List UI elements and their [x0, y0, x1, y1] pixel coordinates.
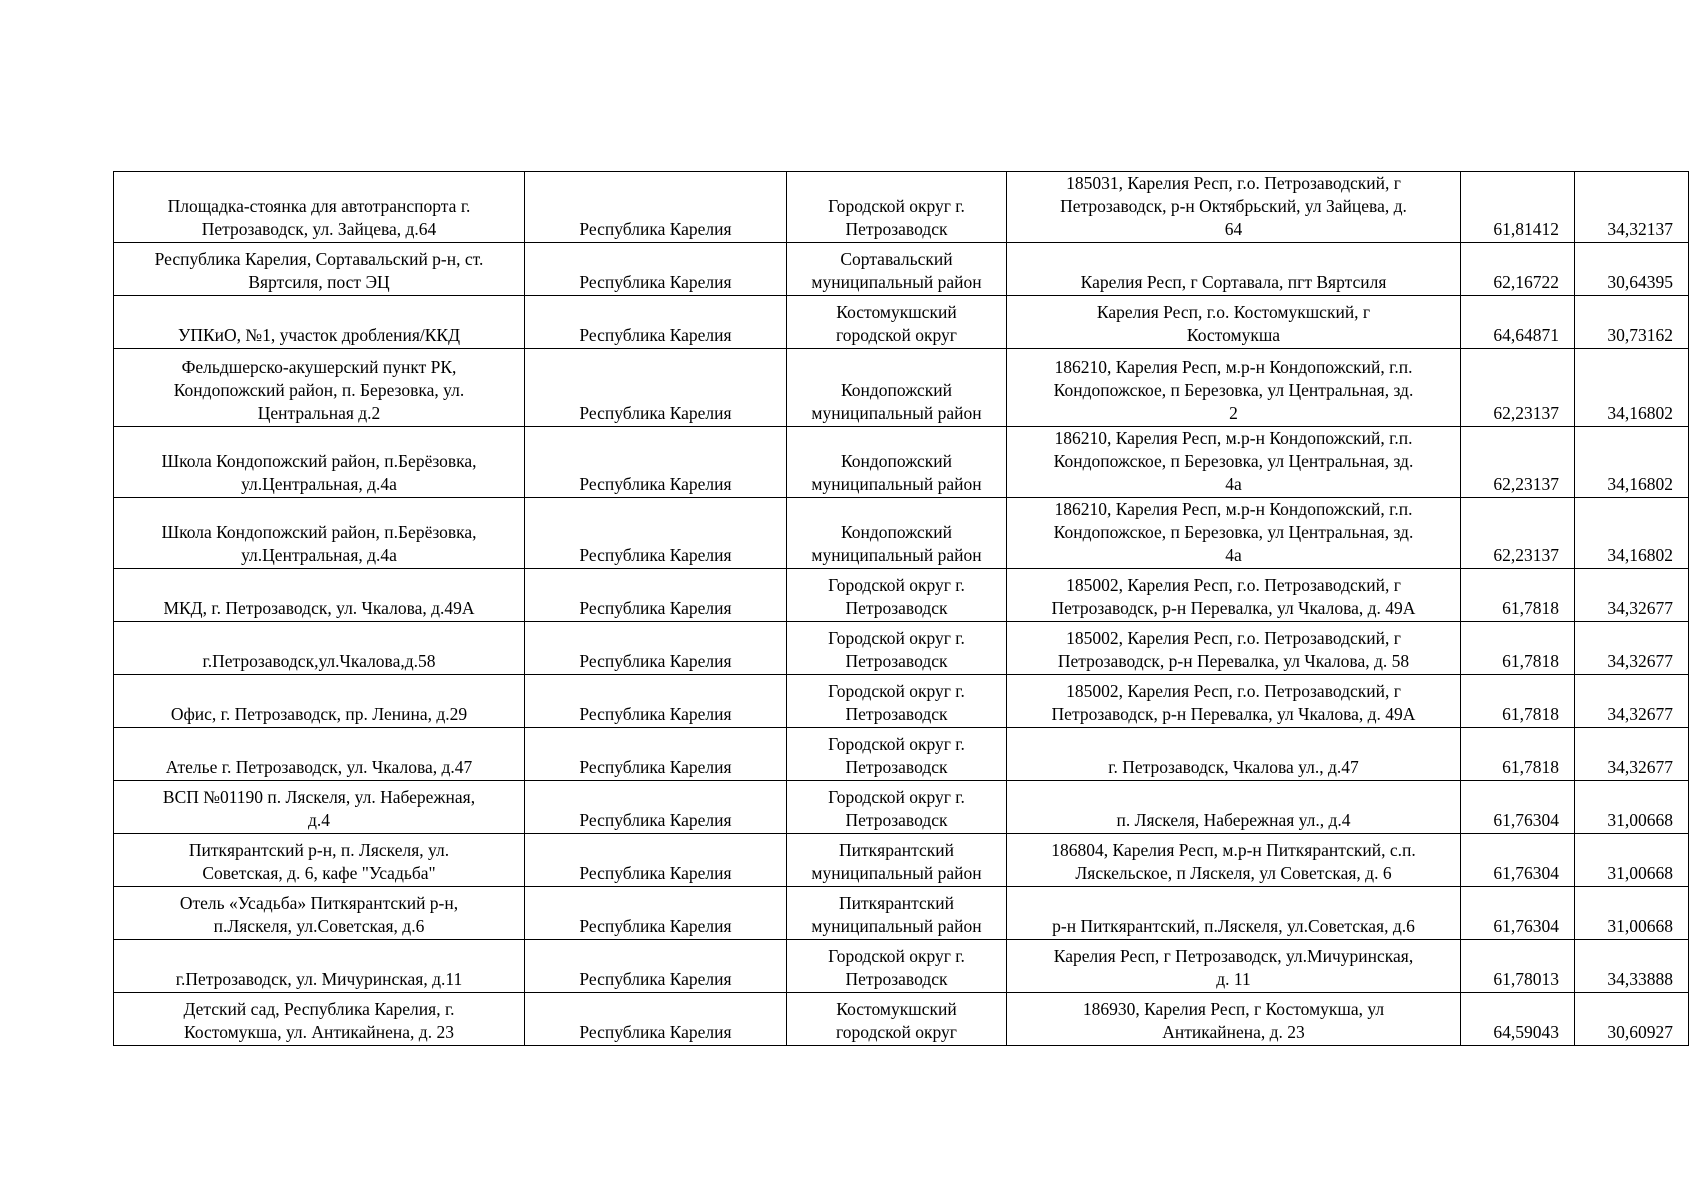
cell-line: Костомукшский: [836, 999, 957, 1019]
cell-line: Петрозаводск: [845, 704, 948, 724]
cell-latitude: 61,7818: [1461, 569, 1575, 622]
cell-line: Городской округ г.: [828, 196, 965, 216]
cell-line: 186804, Карелия Респ, м.р-н Питкярантский, с.п.: [1051, 840, 1416, 860]
cell-line: Республика Карелия: [579, 474, 732, 494]
cell-region: [525, 940, 787, 993]
cell-line: 186210, Карелия Респ, м.р-н Кондопожский, г.п.: [1054, 499, 1413, 519]
cell-line: Офис, г. Петрозаводск, пр. Ленина, д.29: [170, 704, 468, 724]
cell-district: [787, 940, 1007, 993]
cell-line: ВСП №01190 п. Ляскеля, ул. Набережная,: [162, 787, 476, 807]
cell-line: 2: [1229, 403, 1238, 423]
cell-line: Петрозаводск, р-н Перевалка, ул Чкалова, д. 49А: [1051, 598, 1416, 618]
cell-line: 185031, Карелия Респ, г.о. Петрозаводский, г: [1066, 173, 1401, 193]
cell-line: 4а: [1225, 545, 1242, 565]
cell-line: Кондопожское, п Березовка, ул Центральная, зд.: [1053, 380, 1414, 400]
cell-longitude: 34,33888: [1575, 940, 1689, 993]
cell-district: [787, 427, 1007, 498]
cell-line: Площадка-стоянка для автотранспорта г.: [167, 196, 471, 216]
cell-district: [787, 728, 1007, 781]
cell-line: Республика Карелия, Сортавальский р-н, ст.: [154, 249, 484, 269]
cell-line: р-н Питкярантский, п.Ляскеля, ул.Советская, д.6: [1052, 916, 1415, 936]
cell-line: Костомукша, ул. Антикайнена, д. 23: [184, 1022, 454, 1042]
table-row: [114, 993, 1689, 1046]
cell-district: [787, 349, 1007, 427]
cell-address: [1007, 993, 1461, 1046]
cell-line: УПКиО, №1, участок дробления/ККД: [177, 325, 461, 345]
cell-line: 186210, Карелия Респ, м.р-н Кондопожский, г.п.: [1054, 428, 1413, 448]
cell-address: [1007, 834, 1461, 887]
cell-line: 185002, Карелия Респ, г.о. Петрозаводский, г: [1066, 628, 1401, 648]
cell-district: [787, 622, 1007, 675]
cell-region: [525, 349, 787, 427]
cell-district: [787, 296, 1007, 349]
cell-region: [525, 427, 787, 498]
cell-line: Петрозаводск: [845, 757, 948, 777]
cell-region: [525, 296, 787, 349]
cell-line: 185002, Карелия Респ, г.о. Петрозаводский, г: [1066, 575, 1401, 595]
cell-line: Петрозаводск: [845, 219, 948, 239]
cell-line: Ляскельское, п Ляскеля, ул Советская, д. 6: [1075, 863, 1392, 883]
cell-location-name: [114, 243, 525, 296]
cell-line: Кондопожское, п Березовка, ул Центральная, зд.: [1053, 451, 1414, 471]
cell-district: [787, 781, 1007, 834]
cell-address: [1007, 243, 1461, 296]
cell-location-name: [114, 427, 525, 498]
cell-line: Карелия Респ, г Сортавала, пгт Вяртсиля: [1080, 272, 1387, 292]
cell-line: 186210, Карелия Респ, м.р-н Кондопожский, г.п.: [1054, 357, 1413, 377]
cell-location-name: [114, 781, 525, 834]
cell-line: ул.Центральная, д.4а: [241, 545, 397, 565]
cell-longitude: 34,32677: [1575, 622, 1689, 675]
cell-location-name: [114, 675, 525, 728]
cell-region: [525, 781, 787, 834]
cell-line: Питкярантский: [839, 840, 954, 860]
cell-line: ул.Центральная, д.4а: [241, 474, 397, 494]
cell-line: муниципальный район: [811, 545, 982, 565]
cell-line: 4а: [1225, 474, 1242, 494]
cell-line: Школа Кондопожский район, п.Берёзовка,: [161, 451, 477, 471]
cell-line: п. Ляскеля, Набережная ул., д.4: [1116, 810, 1351, 830]
cell-line: Кондопожский: [840, 380, 953, 400]
cell-location-name: [114, 940, 525, 993]
cell-line: Кондопожское, п Березовка, ул Центральная, зд.: [1053, 522, 1414, 542]
table-row: [114, 243, 1689, 296]
cell-line: Республика Карелия: [579, 757, 732, 777]
table-row: [114, 887, 1689, 940]
cell-location-name: [114, 834, 525, 887]
cell-line: муниципальный район: [811, 863, 982, 883]
cell-latitude: 61,81412: [1461, 172, 1575, 243]
cell-latitude: 61,7818: [1461, 675, 1575, 728]
cell-region: [525, 243, 787, 296]
cell-region: [525, 834, 787, 887]
cell-latitude: 61,78013: [1461, 940, 1575, 993]
cell-line: г.Петрозаводск, ул. Мичуринская, д.11: [175, 969, 463, 989]
cell-line: Карелия Респ, г.о. Костомукшский, г: [1096, 302, 1371, 322]
cell-line: Республика Карелия: [579, 219, 732, 239]
cell-line: Петрозаводск, р-н Октябрьский, ул Зайцева, д.: [1060, 196, 1407, 216]
cell-latitude: 61,7818: [1461, 622, 1575, 675]
table-row: [114, 172, 1689, 243]
cell-line: Республика Карелия: [579, 810, 732, 830]
cell-longitude: 31,00668: [1575, 781, 1689, 834]
cell-latitude: 61,76304: [1461, 887, 1575, 940]
cell-line: Республика Карелия: [579, 272, 732, 292]
cell-region: [525, 622, 787, 675]
cell-latitude: 62,16722: [1461, 243, 1575, 296]
cell-location-name: [114, 728, 525, 781]
cell-line: 64: [1224, 219, 1243, 239]
cell-location-name: [114, 296, 525, 349]
cell-line: Петрозаводск: [845, 969, 948, 989]
cell-line: Республика Карелия: [579, 325, 732, 345]
cell-address: [1007, 675, 1461, 728]
cell-longitude: 31,00668: [1575, 834, 1689, 887]
cell-line: Костомукша: [1186, 325, 1281, 345]
cell-address: [1007, 427, 1461, 498]
cell-address: [1007, 781, 1461, 834]
cell-line: г.Петрозаводск,ул.Чкалова,д.58: [202, 651, 436, 671]
cell-longitude: 30,64395: [1575, 243, 1689, 296]
cell-longitude: 34,16802: [1575, 349, 1689, 427]
cell-latitude: 62,23137: [1461, 498, 1575, 569]
cell-line: Республика Карелия: [579, 403, 732, 423]
table-row: [114, 296, 1689, 349]
cell-location-name: [114, 887, 525, 940]
cell-line: Республика Карелия: [579, 916, 732, 936]
cell-line: Детский сад, Республика Карелия, г.: [183, 999, 455, 1019]
cell-line: п.Ляскеля, ул.Советская, д.6: [213, 916, 425, 936]
cell-district: [787, 993, 1007, 1046]
cell-line: Питкярантский р-н, п. Ляскеля, ул.: [188, 840, 450, 860]
cell-latitude: 64,59043: [1461, 993, 1575, 1046]
table-row: [114, 427, 1689, 498]
cell-longitude: 34,32137: [1575, 172, 1689, 243]
cell-line: МКД, г. Петрозаводск, ул. Чкалова, д.49А: [163, 598, 475, 618]
cell-district: [787, 887, 1007, 940]
cell-line: Петрозаводск: [845, 598, 948, 618]
cell-line: Антикайнена, д. 23: [1162, 1022, 1305, 1042]
cell-latitude: 62,23137: [1461, 349, 1575, 427]
cell-line: г. Петрозаводск, Чкалова ул., д.47: [1108, 757, 1359, 777]
cell-location-name: [114, 349, 525, 427]
cell-line: Городской округ г.: [828, 946, 965, 966]
cell-longitude: 34,32677: [1575, 675, 1689, 728]
cell-location-name: [114, 498, 525, 569]
cell-line: Петрозаводск, р-н Перевалка, ул Чкалова, д. 58: [1057, 651, 1410, 671]
cell-line: Республика Карелия: [579, 1022, 732, 1042]
cell-line: д. 11: [1216, 969, 1251, 989]
cell-latitude: 62,23137: [1461, 427, 1575, 498]
cell-address: [1007, 887, 1461, 940]
cell-address: [1007, 498, 1461, 569]
table-row: [114, 622, 1689, 675]
cell-line: Отель «Усадьба» Питкярантский р-н,: [179, 893, 459, 913]
cell-location-name: [114, 172, 525, 243]
cell-line: Питкярантский: [839, 893, 954, 913]
table-row: [114, 728, 1689, 781]
cell-line: Петрозаводск: [845, 810, 948, 830]
cell-line: городской округ: [836, 1022, 957, 1042]
cell-line: Республика Карелия: [579, 545, 732, 565]
cell-line: Петрозаводск: [845, 651, 948, 671]
cell-address: [1007, 569, 1461, 622]
table-row: [114, 349, 1689, 427]
cell-line: Кондопожский: [840, 522, 953, 542]
cell-district: [787, 569, 1007, 622]
cell-longitude: 31,00668: [1575, 887, 1689, 940]
table-row: [114, 569, 1689, 622]
table-row: [114, 834, 1689, 887]
cell-line: Республика Карелия: [579, 651, 732, 671]
cell-district: [787, 172, 1007, 243]
cell-line: Ателье г. Петрозаводск, ул. Чкалова, д.47: [165, 757, 473, 777]
cell-line: Республика Карелия: [579, 598, 732, 618]
cell-line: Городской округ г.: [828, 681, 965, 701]
cell-region: [525, 728, 787, 781]
cell-longitude: 30,73162: [1575, 296, 1689, 349]
cell-address: [1007, 296, 1461, 349]
cell-location-name: [114, 569, 525, 622]
cell-address: [1007, 172, 1461, 243]
cell-line: Фельдшерско-акушерский пункт РК,: [181, 357, 457, 377]
cell-line: Сортавальский: [840, 249, 953, 269]
cell-line: Городской округ г.: [828, 628, 965, 648]
cell-line: Карелия Респ, г Петрозаводск, ул.Мичуринская,: [1053, 946, 1414, 966]
cell-line: Кондопожский район, п. Березовка, ул.: [173, 380, 465, 400]
cell-address: [1007, 728, 1461, 781]
table-row: [114, 781, 1689, 834]
cell-longitude: 34,16802: [1575, 498, 1689, 569]
cell-longitude: 34,16802: [1575, 427, 1689, 498]
cell-line: Центральная д.2: [257, 403, 381, 423]
cell-line: Вяртсиля, пост ЭЦ: [248, 272, 390, 292]
cell-district: [787, 498, 1007, 569]
cell-line: 186930, Карелия Респ, г Костомукша, ул: [1082, 999, 1385, 1019]
cell-line: Городской округ г.: [828, 734, 965, 754]
cell-latitude: 61,76304: [1461, 781, 1575, 834]
cell-line: муниципальный район: [811, 272, 982, 292]
cell-line: Кондопожский: [840, 451, 953, 471]
cell-district: [787, 243, 1007, 296]
cell-line: Республика Карелия: [579, 863, 732, 883]
table-row: [114, 675, 1689, 728]
cell-region: [525, 887, 787, 940]
cell-address: [1007, 622, 1461, 675]
locations-table: [113, 171, 1689, 1046]
cell-line: Петрозаводск, ул. Зайцева, д.64: [201, 219, 437, 239]
cell-line: муниципальный район: [811, 403, 982, 423]
cell-location-name: [114, 993, 525, 1046]
cell-district: [787, 834, 1007, 887]
cell-region: [525, 498, 787, 569]
table-body: [114, 172, 1689, 1046]
cell-longitude: 30,60927: [1575, 993, 1689, 1046]
cell-longitude: 34,32677: [1575, 569, 1689, 622]
cell-line: Республика Карелия: [579, 969, 732, 989]
cell-region: [525, 172, 787, 243]
cell-line: Республика Карелия: [579, 704, 732, 724]
cell-latitude: 61,76304: [1461, 834, 1575, 887]
table-row: [114, 498, 1689, 569]
cell-line: Петрозаводск, р-н Перевалка, ул Чкалова, д. 49А: [1051, 704, 1416, 724]
cell-region: [525, 569, 787, 622]
cell-region: [525, 993, 787, 1046]
cell-region: [525, 675, 787, 728]
table-row: [114, 940, 1689, 993]
cell-location-name: [114, 622, 525, 675]
cell-longitude: 34,32677: [1575, 728, 1689, 781]
cell-latitude: 61,7818: [1461, 728, 1575, 781]
cell-line: Городской округ г.: [828, 787, 965, 807]
cell-line: городской округ: [836, 325, 957, 345]
cell-line: Городской округ г.: [828, 575, 965, 595]
cell-address: [1007, 940, 1461, 993]
cell-line: муниципальный район: [811, 474, 982, 494]
cell-line: д.4: [307, 810, 331, 830]
cell-line: Школа Кондопожский район, п.Берёзовка,: [161, 522, 477, 542]
cell-line: 185002, Карелия Респ, г.о. Петрозаводский, г: [1066, 681, 1401, 701]
cell-address: [1007, 349, 1461, 427]
cell-district: [787, 675, 1007, 728]
cell-line: Костомукшский: [836, 302, 957, 322]
cell-latitude: 64,64871: [1461, 296, 1575, 349]
cell-line: Советская, д. 6, кафе "Усадьба": [202, 863, 436, 883]
cell-line: муниципальный район: [811, 916, 982, 936]
